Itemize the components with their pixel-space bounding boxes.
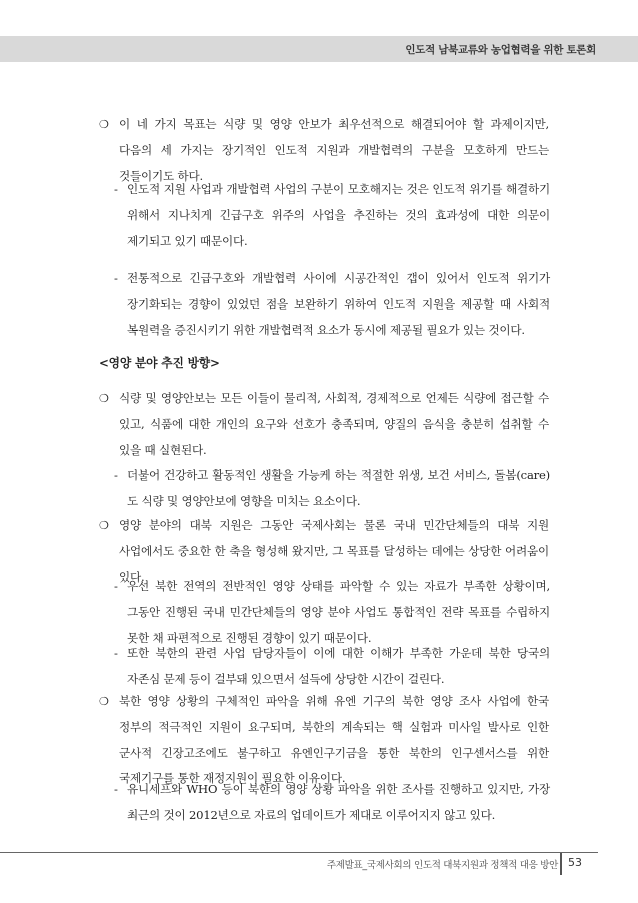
dash-paragraph: - 또한 북한의 관련 사업 담당자들이 이에 대한 이해가 부족한 가운데 북한 당국의 자존심 문제 등이 걸부돼 있으면서 설득에 상당한 시간이 걸린다. — [114, 641, 550, 693]
footer-rule — [0, 852, 598, 853]
dash-paragraph: - 전통적으로 긴급구호와 개발협력 사이에 시공간적인 갭이 있어서 인도적 위기가 장기화되는 경향이 있었던 점을 보완하기 위하여 인도적 지원을 제공할 때 사회적 복원력을 증진시키기 위한 개발협력적 요소가 동시에 제공될 필요가 있는 것이다. — [114, 266, 550, 343]
section-heading: <영양 분야 추진 방향> — [99, 356, 220, 370]
dash-paragraph: - 인도적 지원 사업과 개발협력 사업의 구분이 모호해지는 것은 인도적 위기를 해결하기 위해서 지나치게 긴급구호 위주의 사업을 추진하는 것의 효과성에 대한 의문이 제기되고 있기 때문이다. — [114, 177, 550, 254]
bullet-paragraph: ❍ 북한 영양 상황의 구체적인 파악을 위해 유엔 기구의 북한 영양 조사 사업에 한국 정부의 적극적인 지원이 요구되며, 북한의 계속되는 핵 실험과 미사일 발사로 인한 군사적 긴장고조에도 불구하고 유엔인구기금을 통한 북한의 인구센서스를 위한 국제기구를 통한 재정지원이 필요한 이유이다. — [99, 689, 549, 792]
footer-title: 주제발표_국제사회의 인도적 대북지원과 정책적 대응 방안 — [326, 860, 558, 871]
footer-separator — [560, 853, 562, 875]
header-bar — [0, 36, 638, 62]
bullet-paragraph: ❍ 이 네 가지 목표는 식량 및 영양 안보가 최우선적으로 해결되어야 할 과제이지만, 다음의 세 가지는 장기적인 인도적 지원과 개발협력의 구분을 모호하게 만드는 것들이기도 하다. — [99, 112, 549, 189]
dash-paragraph: - 더불어 건강하고 활동적인 생활을 가능케 하는 적절한 위생, 보건 서비스, 돌봄(care)도 식량 및 영양안보에 영향을 미치는 요소이다. — [114, 463, 550, 515]
header-title: 인도적 남북교류와 농업협력을 위한 토론회 — [405, 44, 596, 56]
bullet-paragraph: ❍ 영양 분야의 대북 지원은 그동안 국제사회는 물론 국내 민간단체들의 대북 지원 사업에서도 중요한 한 축을 형성해 왔지만, 그 목표를 달성하는 데에는 상당한 어려움이 있다. — [99, 513, 549, 590]
bullet-paragraph: ❍ 식량 및 영양안보는 모든 이들이 물리적, 사회적, 경제적으로 언제든 식량에 접근할 수 있고, 식품에 대한 개인의 요구와 선호가 충족되며, 양질의 음식을 충분히 섭취할 수 있을 때 실현된다. — [99, 386, 549, 463]
dash-paragraph: - 우선 북한 전역의 전반적인 영양 상태를 파악할 수 있는 자료가 부족한 상황이며, 그동안 진행된 국내 민간단체들의 영양 분야 사업도 통합적인 전략 목표를 수립하지 못한 채 파편적으로 진행된 경향이 있기 때문이다. — [114, 574, 550, 651]
page-number: 53 — [568, 856, 582, 869]
dash-paragraph: - 유니세프와 WHO 등이 북한의 영양 상황 파악을 위한 조사를 진행하고 있지만, 가장 최근의 것이 2012년으로 자료의 업데이트가 제대로 이루어지지 않고 있다. — [114, 777, 550, 829]
